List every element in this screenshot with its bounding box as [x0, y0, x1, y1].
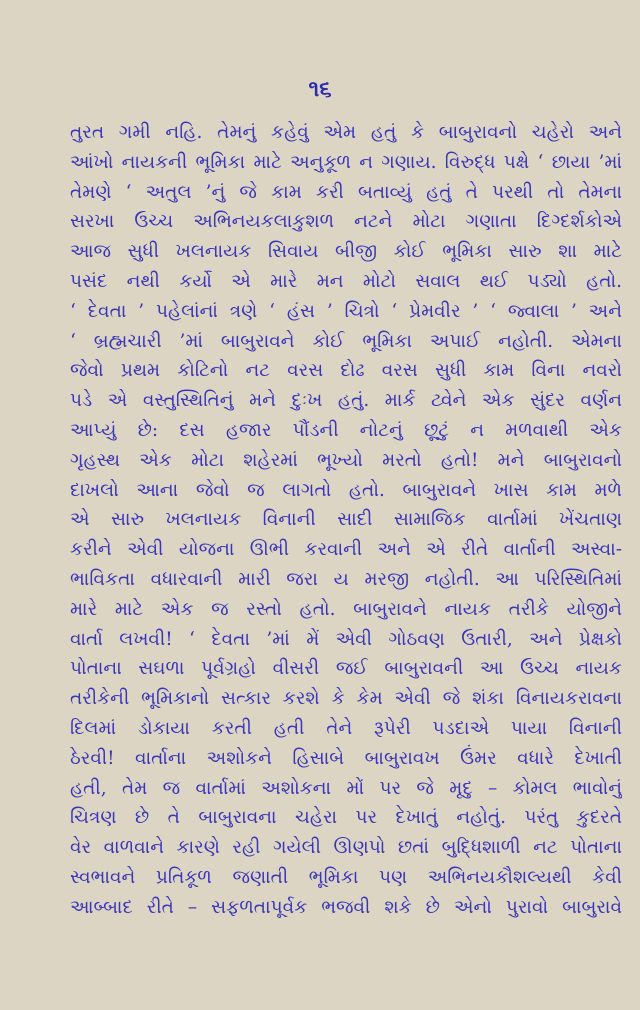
text-line: દિલમાં ડોકાયા કરતી હતી તેને રૂપેરી પડદાએ પાયા વિનાની [70, 717, 622, 739]
text-line: ‘ બ્રહ્મચારી ’માં બાબુરાવને કોઈ ભૂમિકા અપાઈ નહોતી. એમના [70, 330, 622, 352]
text-line: દાખલો આના જેવો જ લાગતો હતો. બાબુરાવને ખાસ કામ મળે [70, 479, 622, 501]
text-line: પડે એ વસ્તુસ્થિતિનું મને દુઃખ હતું. માર્ક ટ્વેને એક સુંદર વર્ણન [70, 390, 622, 412]
text-line: વેર વાળવાને કારણે રહી ગયેલી ઊણપો છતાં બુદ્ધિશાળી નટ પોતાના [70, 837, 622, 859]
text-line: તુરત ગમી નહિ. તેમનું કહેવું એમ હતું કે બાબુરાવનો ચહેરો અને [70, 122, 622, 143]
text-line: ‘ દેવતા ’ પહેલાંનાં ત્રણે ‘ હંસ ’ ચિત્રો ‘ પ્રેમવીર ’ ‘ જ્વાલા ’ અને [70, 300, 622, 322]
text-line: આપ્યું છે: દસ હજાર પૌંડની નોટનું છૂટું ન મળવાથી એક [70, 419, 622, 441]
text-line: હતી, તેમ જ વાર્તામાં અશોકના મોં પર જે મૃદુ – કોમલ ભાવોનું [70, 777, 622, 799]
text-line: તરીકેની ભૂમિકાનો સત્કાર કરશે કે કેમ એવી જે શંકા વિનાયકરાવના [70, 688, 622, 710]
text-line: પસંદ નથી કર્યો એ મારે મન મોટો સવાલ થઈ પડ્યો હતો. [70, 270, 622, 292]
text-line: આંખો નાયકની ભૂમિકા માટે અનુકૂળ ન ગણાય. વિરુદ્ધ પક્ષે ‘ છાયા ’માં [70, 151, 622, 173]
body-text [70, 118, 622, 923]
text-line: આબ્બાદ રીતે – સફળતાપૂર્વક ભજવી શકે છે એનો પુરાવો બાબુરાવે [70, 896, 622, 918]
text-line: મારે માટે એક જ રસ્તો હતો. બાબુરાવને નાયક તરીકે યોજીને [70, 598, 622, 620]
text-line: તેમણે ‘ અતુલ ’નું જે કામ કરી બતાવ્યું હતું તે પરથી તો તેમના [70, 181, 622, 203]
text-line: કરીને એવી યોજના ઊભી કરવાની અને એ રીતે વાર્તાની અસ્વા- [70, 539, 622, 561]
text-line: સ્વભાવને પ્રતિકૂળ જણાતી ભૂમિકા પણ અભિનયકૌશલ્યથી કેવી [70, 866, 622, 888]
text-line: ભાવિકતા વધારવાની મારી જરા ય મરજી નહોતી. આ પરિસ્થિતિમાં [70, 568, 622, 590]
text-line: ઠેરવી! વાર્તાના અશોકને હિસાબે બાબુરાવખ ઉંમર વધારે દેખાતી [70, 747, 622, 769]
page-number: ૧૬ [308, 76, 332, 102]
text-line: એ સારુ ખલનાયક વિનાની સાદી સામાજિક વાર્તામાં ખેંચતાણ [70, 509, 622, 531]
text-line: આજ સુધી ખલનાયક સિવાય બીજી કોઈ ભૂમિકા સારુ શા માટે [70, 241, 622, 263]
text-line: જેવો પ્રથમ કોટિનો નટ વરસ દોઢ વરસ સુધી કામ વિના નવરો [70, 360, 622, 382]
text-line: ગૃહસ્થ એક મોટા શહેરમાં ભૂખ્યો મરતો હતો! મને બાબુરાવનો [70, 449, 622, 471]
text-line: સરખા ઉચ્ચ અભિનયકલાકુશળ નટને મોટા ગણાતા દિગ્દર્શકોએ [70, 211, 622, 233]
text-line: વાર્તા લખવી! ‘ દેવતા ’માં મેં એવી ગોઠવણ ઉતારી, અને પ્રેક્ષકો [70, 628, 622, 650]
text-line: ચિત્રણ છે તે બાબુરાવના ચહેરા પર દેખાતું નહોતું. પરંતુ કુદરતે [70, 807, 622, 829]
text-line: પોતાના સઘળા પૂર્વગ્રહો વીસરી જઈ બાબુરાવની આ ઉચ્ચ નાયક [70, 658, 622, 680]
